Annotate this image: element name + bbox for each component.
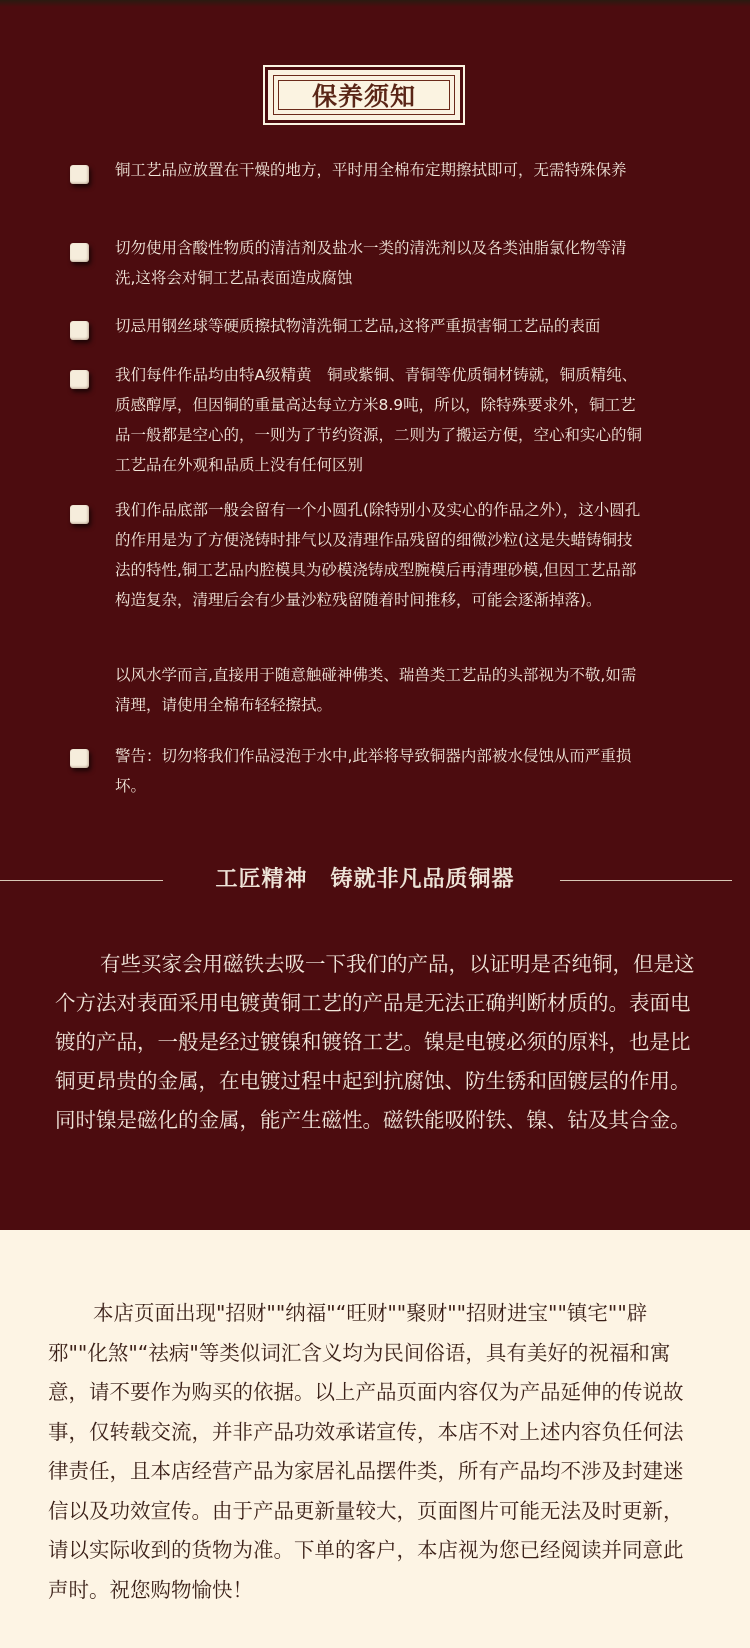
checkbox-icon <box>70 165 89 184</box>
divider-line-right <box>560 880 732 881</box>
disclaimer-paragraph: 本店页面出现"招财""纳福"“旺财""聚财""招财进宝""镇宅""辟邪""化煞"“祛病"等类似词汇含义均为民间俗语，具有美好的祝福和寓意，请不要作为购买的依据。以上产品页面内容仅为产品延伸的传说故事，仅转载交流，并非产品功效承诺宣传，本店不对上述内容负任何法律责任，且本店经营产品为家居礼品摆件类，所有产品均不涉及封建迷信以及功效宣传。由于产品更新量较大，页面图片可能无法及时更新，请以实际收到的货物为准。下单的客户，本店视为您已经阅读并同意此声时。祝您购物愉快！ <box>48 1301 684 1602</box>
notice-text: 以风水学而言,直接用于随意触碰神佛类、瑞兽类工艺品的头部视为不敬,如需清理，请使用全棉布轻轻擦拭。 <box>115 666 637 714</box>
notice-text: 我们每件作品均由特A级精黄 铜或紫铜、青铜等优质铜材铸就，铜质精纯、质感醇厚，但因铜的重量高达每立方米8.9吨，所以，除特殊要求外，铜工艺品一般都是空心的，一则为了节约资源，二则为了搬运方便，空心和实心的铜工艺品在外观和品质上没有任何区别 <box>115 366 643 474</box>
checkbox-icon <box>70 243 89 262</box>
top-band <box>0 0 750 7</box>
checkbox-icon <box>70 321 89 340</box>
title-frame <box>268 70 460 120</box>
notice-text: 切勿使用含酸性物质的清洁剂及盐水一类的清洗剂以及各类油脂氯化物等清洗,这将会对铜工艺品表面造成腐蚀 <box>115 239 627 287</box>
checkbox-icon <box>70 505 89 524</box>
magnet-test-paragraph: 有些买家会用磁铁去吸一下我们的产品，以证明是否纯铜，但是这个方法对表面采用电镀黄铜工艺的产品是无法正确判断材质的。表面电镀的产品，一般是经过镀镍和镀铬工艺。镍是电镀必须的原料，也是比铜更昂贵的金属，在电镀过程中起到抗腐蚀、防生锈和固镀层的作用。同时镍是磁化的金属，能产生磁性。磁铁能吸附铁、镍、钴及其合金。 <box>55 952 695 1132</box>
notice-text: 警告：切勿将我们作品浸泡于水中,此举将导致铜器内部被水侵蚀从而严重损坏。 <box>115 747 632 795</box>
divider-line-left <box>0 880 163 881</box>
checkbox-icon <box>70 749 89 768</box>
notice-text: 切忌用钢丝球等硬质擦拭物清洗铜工艺品,这将严重损害铜工艺品的表面 <box>115 317 601 335</box>
section-slogan: 工匠精神 铸就非凡品质铜器 <box>215 867 515 892</box>
page-title: 保养须知 <box>311 82 416 111</box>
notice-text: 铜工艺品应放置在干燥的地方，平时用全棉布定期擦拭即可，无需特殊保养 <box>115 161 627 179</box>
checkbox-icon <box>70 370 89 389</box>
notice-text: 我们作品底部一般会留有一个小圆孔(除特别小及实心的作品之外），这小圆孔的作用是为了方便浇铸时排气以及清理作品残留的细微沙粒(这是失蜡铸铜技法的特性,铜工艺品内腔模具为砂模浇铸成型腕模后再清理砂模,但因工艺品部构造复杂，清理后会有少量沙粒残留随着时间推移，可能会逐渐掉落)。 <box>115 501 641 609</box>
